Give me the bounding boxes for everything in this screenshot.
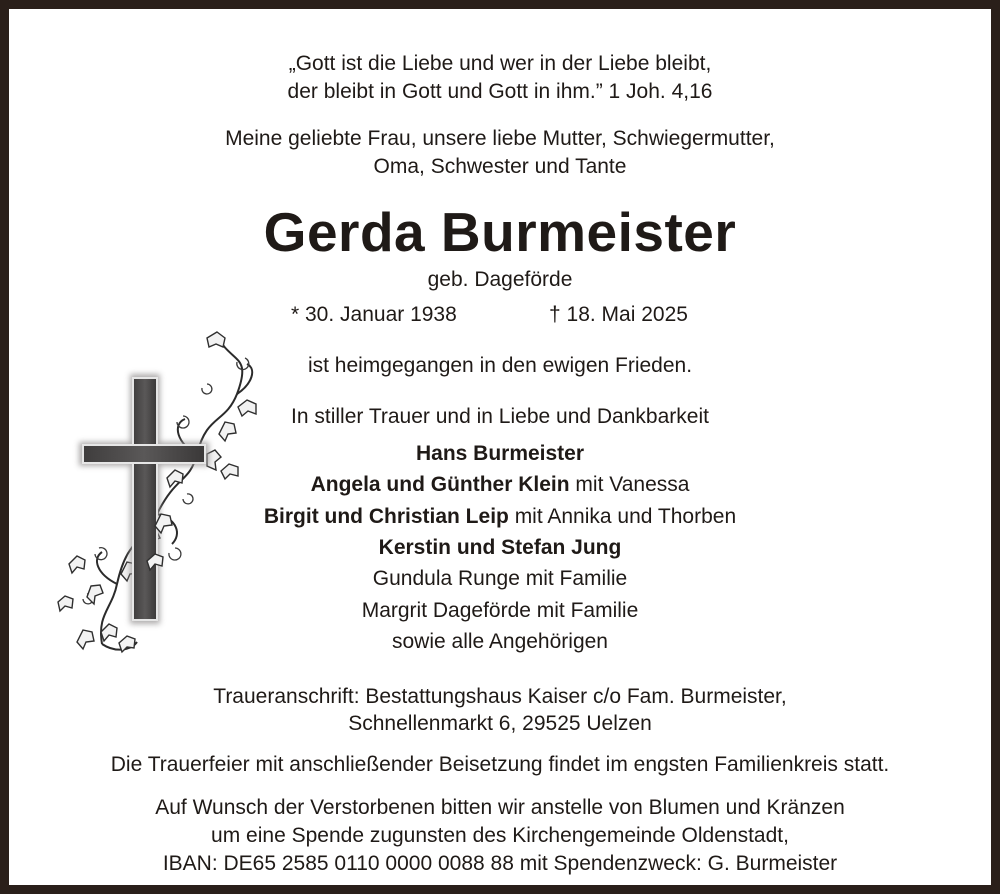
mourner-addition: sowie alle Angehörigen (392, 629, 608, 653)
mourner-name: Hans Burmeister (415, 442, 585, 465)
passing-text: ist heimgegangen in den ewigen Frieden. (307, 354, 693, 377)
mourner-name: Angela und Günther Klein (310, 473, 570, 497)
mourner-name: Kerstin und Stefan Jung (378, 535, 622, 559)
mourner-addition: Gundula Runge mit Familie (372, 567, 628, 591)
ceremony-text: Die Trauerfeier mit anschließender Beisetzung findet im engsten Familienkreis statt. (110, 753, 890, 776)
cross-with-ivy-icon (57, 324, 267, 659)
mourner-addition: mit Vanessa (569, 473, 690, 497)
address-line-2: Schnellenmarkt 6, 29525 Uelzen (348, 712, 652, 735)
mourner-name: Birgit und Christian Leip (263, 504, 509, 528)
donation-line-1: Auf Wunsch der Verstorbenen bitten wir anstelle von Blumen und Kränzen (155, 796, 845, 819)
mourner-addition: Margrit Dageförde mit Familie (361, 598, 639, 622)
deceased-name: Gerda Burmeister (263, 201, 737, 263)
address-line-1: Traueranschrift: Bestattungshaus Kaiser c/o Fam. Burmeister, (213, 685, 787, 708)
mourning-intro: In stiller Trauer und in Liebe und Dankbarkeit (291, 405, 709, 428)
bible-verse-line-2: der bleibt in Gott und Gott in ihm.” 1 Joh. 4,16 (287, 80, 713, 103)
birth-date: * 30. Januar 1938 (291, 303, 457, 326)
donation-line-3: IBAN: DE65 2585 0110 0000 0088 88 mit Spendenzweck: G. Burmeister (162, 852, 838, 875)
donation-line-2: um eine Spende zugunsten des Kirchengemeinde Oldenstadt, (211, 824, 789, 847)
mourner-addition: mit Annika und Thorben (508, 504, 737, 528)
maiden-name: geb. Dageförde (427, 268, 573, 291)
intro-line-1: Meine geliebte Frau, unsere liebe Mutter, Schwiegermutter, (225, 127, 775, 150)
bible-verse-line-1: „Gott ist die Liebe und wer in der Liebe bleibt, (288, 52, 712, 75)
intro-line-2: Oma, Schwester und Tante (373, 155, 627, 178)
death-date: † 18. Mai 2025 (549, 303, 688, 326)
